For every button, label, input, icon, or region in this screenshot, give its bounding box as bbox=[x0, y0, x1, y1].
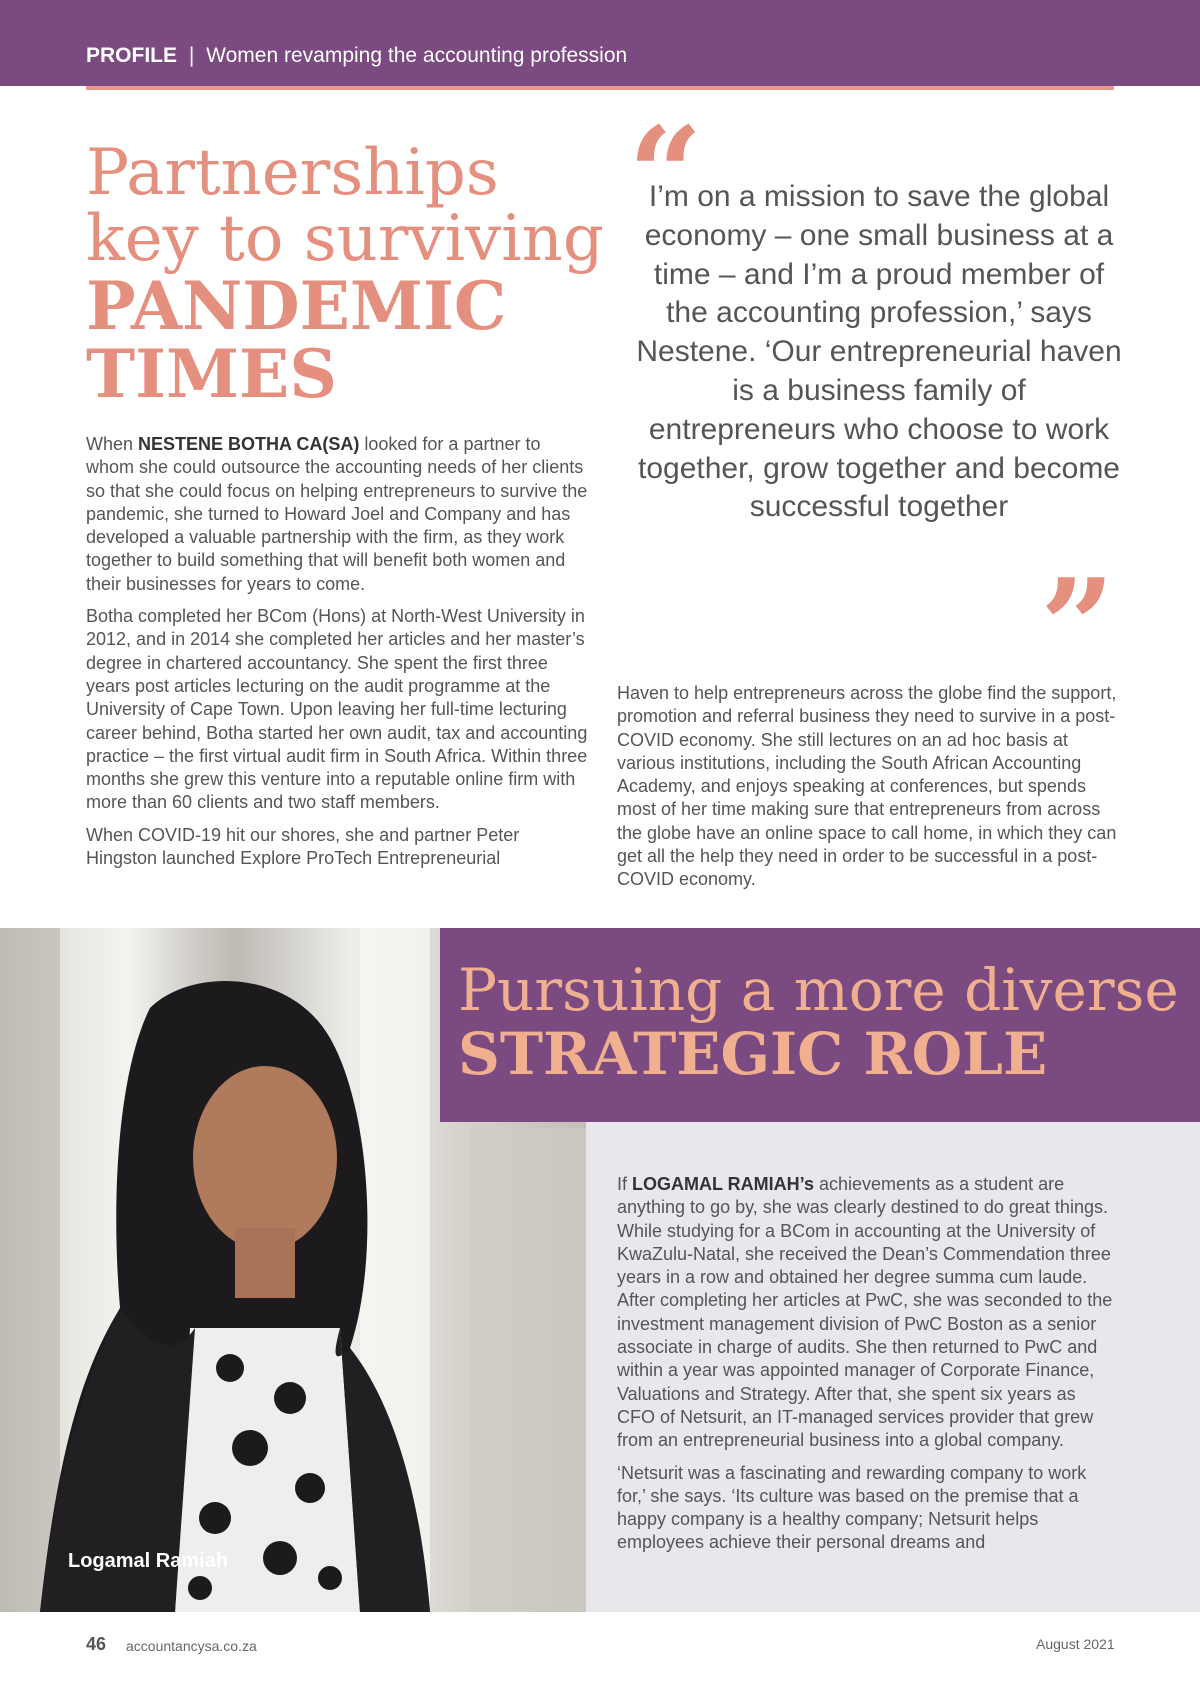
footer-date: August 2021 bbox=[1036, 1636, 1115, 1652]
article1-right-column bbox=[617, 682, 1117, 901]
article2-paragraph-2: ‘Netsurit was a fascinating and rewarding company to work for,’ she says. ‘Its culture was based on the premise that a happy company is a healthy company; Netsurit helps employees achieve their personal dreams and bbox=[617, 1462, 1087, 1553]
pull-quote: I’m on a mission to save the global economy – one small business at a time – and I’m a proud member of the accounting profession,’ says Nestene. ‘Our entrepreneurial haven is a business family of entrepreneurs who choose to work together, grow together and become successful together bbox=[636, 180, 1122, 524]
open-quote-icon: “ bbox=[628, 98, 703, 251]
headline-line-4: TIMES bbox=[86, 335, 338, 413]
article1-paragraph-1: When NESTENE BOTHA CA(SA) looked for a partner to whom she could outsource the accounting needs of her clients so that she could focus on helping entrepreneurs to survive the pandemic, she turned to Howard Joel and Company and has developed a valuable partnership with the firm, as they work together to build something that will benefit both women and their businesses for years to come. bbox=[86, 434, 588, 594]
headline-line-2: key to surviving bbox=[86, 202, 604, 276]
article1-paragraph-2: Botha completed her BCom (Hons) at North-West University in 2012, and in 2014 she completed her articles and her master’s degree in chartered accountancy. She spent the first three years post articles lecturing on the audit programme at the University of Cape Town. Upon leaving her full-time lecturing career behind, Botha started her own audit, tax and accounting practice – the first virtual audit firm in South Africa. Within three months she grew this venture into a reputable online firm with more than 60 clients and two staff members. bbox=[86, 606, 588, 813]
header-title: Women revamping the accounting profession bbox=[206, 44, 628, 67]
section-label: PROFILE bbox=[86, 44, 178, 67]
person-name: NESTENE BOTHA CA(SA) bbox=[138, 434, 360, 454]
footer-website: accountancysa.co.za bbox=[126, 1638, 257, 1654]
article2-headline bbox=[458, 958, 1179, 1086]
subheadline-line-2: STRATEGIC ROLE bbox=[458, 1020, 1048, 1088]
article2-paragraph-1: If LOGAMAL RAMIAH’s achievements as a student are anything to go by, she was clearly destined to do great things. While studying for a BCom in accounting at the University of KwaZulu-Natal, she received the Dean’s Commendation three years in a row and obtained her degree summa cum laude. After completing her articles at PwC, she was seconded to the investment management division of PwC Boston as a senior associate in charge of audits. She then returned to PwC and within a year was appointed manager of Corporate Finance, Valuations and Strategy. After that, she spent six years as CFO of Netsurit, an IT-managed services provider that grew from an entrepreneurial business into a global company. bbox=[617, 1174, 1113, 1451]
article1-headline bbox=[86, 136, 606, 413]
headline-line-1: Partnerships bbox=[86, 136, 499, 210]
article1-left-column bbox=[86, 433, 591, 879]
photo-caption: Logamal Ramiah bbox=[68, 1550, 229, 1572]
article2-column bbox=[617, 1173, 1117, 1564]
header-bar bbox=[0, 0, 1200, 86]
headline-line-3: PANDEMIC bbox=[86, 267, 507, 345]
header-rule bbox=[86, 86, 1114, 90]
article1-paragraph-3: When COVID-19 hit our shores, she and partner Peter Hingston launched Explore ProTech Entrepreneurial bbox=[86, 824, 520, 869]
header-separator: | bbox=[188, 44, 195, 67]
person-name: LOGAMAL RAMIAH’s bbox=[632, 1174, 815, 1194]
subheadline-line-1: Pursuing a more diverse bbox=[458, 956, 1179, 1024]
close-quote-icon: ” bbox=[1040, 550, 1115, 703]
running-header bbox=[86, 44, 627, 68]
article1-paragraph-4: Haven to help entrepreneurs across the globe find the support, promotion and referral business they need to survive in a post-COVID economy. She still lectures on an ad hoc basis at various institutions, including the South African Accounting Academy, and enjoys speaking at conferences, but spends most of her time making sure that entrepreneurs from across the globe have an online space to call home, in which they can get all the help they need in order to be successful in a post-COVID economy. bbox=[617, 683, 1117, 890]
page-number: 46 bbox=[86, 1634, 107, 1654]
